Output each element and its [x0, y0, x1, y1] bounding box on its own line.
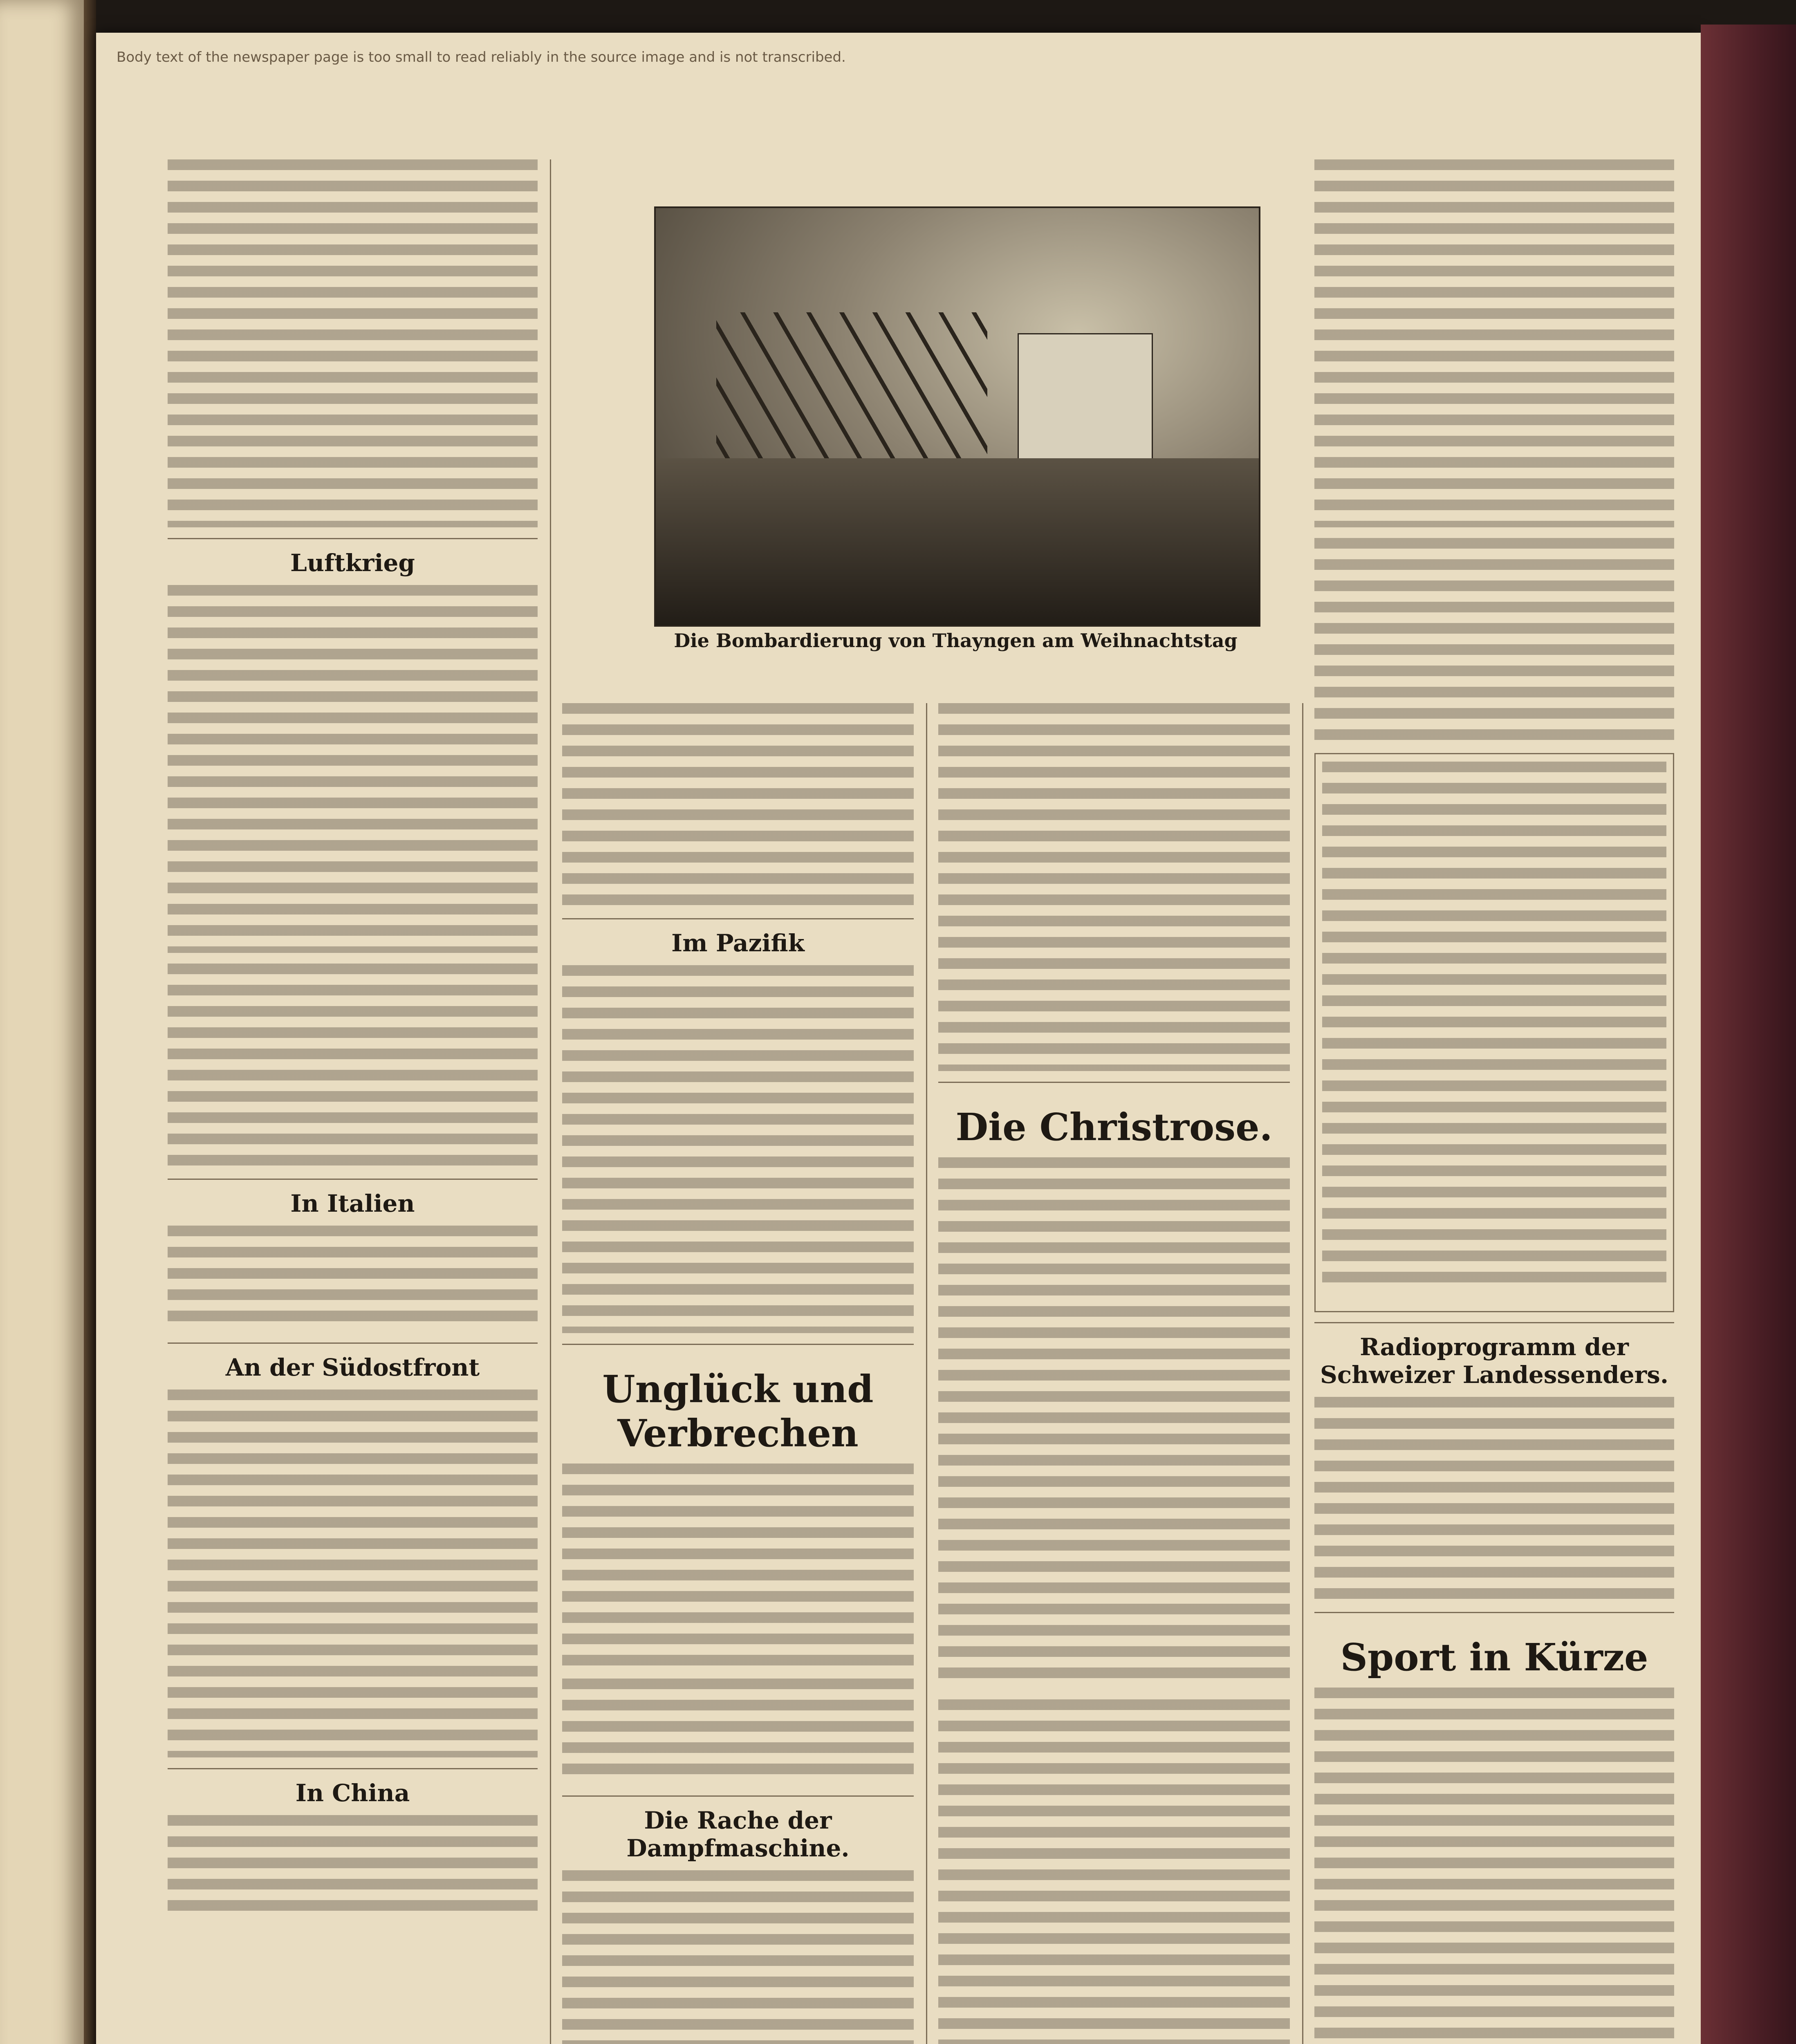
text-block: [562, 1464, 914, 1668]
photo-rubble: [656, 458, 1259, 625]
headline-radio: Radioprogramm der Schweizer Landessenders.: [1320, 1333, 1669, 1389]
text-block: [1314, 538, 1674, 742]
headline-dampfmaschine: Die Rache der Dampfmaschine.: [626, 1806, 850, 1862]
photo-caption: Die Bombardierung von Thayngen am Weihnachtstag: [674, 630, 1238, 652]
text-block: [168, 1226, 538, 1332]
headline-italien: In Italien: [290, 1190, 415, 1217]
headline-china: In China: [295, 1779, 410, 1807]
text-block: [168, 585, 538, 953]
previous-page-edge: [0, 0, 84, 2044]
headline-sport: Sport in Kürze: [1340, 1635, 1648, 1679]
text-block: [562, 1870, 914, 2044]
column-3: [926, 703, 1303, 2044]
text-block: [168, 1815, 538, 1921]
text-block: [562, 703, 914, 908]
unreadable-note: Body text of the newspaper page is too small to read reliably in the source image and is not transcribed.: [117, 49, 846, 65]
headline-christrose: Die Christrose.: [955, 1105, 1273, 1149]
text-block: [938, 1157, 1290, 1689]
page-gutter: [84, 0, 96, 2044]
headline-pazifik: Im Pazifik: [671, 929, 805, 957]
text-block: [938, 703, 1290, 1071]
text-block: [562, 1679, 914, 1785]
text-block: [168, 964, 538, 1168]
column-4: [1302, 159, 1674, 2044]
text-block: [1322, 762, 1666, 1293]
official-notices-box: [1314, 753, 1674, 1312]
text-block: [1314, 1397, 1674, 1601]
text-block: [562, 965, 914, 1333]
column-2: [550, 703, 927, 2044]
column-1: [168, 159, 551, 2044]
newspaper-page: [96, 33, 1701, 2044]
headline-suedostfront: An der Südostfront: [225, 1354, 480, 1381]
headline-unglueck: Unglück und Verbrechen: [602, 1367, 874, 1455]
book-spine: [1701, 25, 1796, 2044]
text-block: [168, 159, 538, 527]
text-block: [1314, 1688, 1674, 2044]
text-block: [168, 1390, 538, 1757]
text-block: [1314, 159, 1674, 527]
photo-bombardment: [654, 206, 1260, 627]
headline-luftkrieg: Luftkrieg: [290, 549, 415, 577]
text-block: [938, 1699, 1290, 2044]
